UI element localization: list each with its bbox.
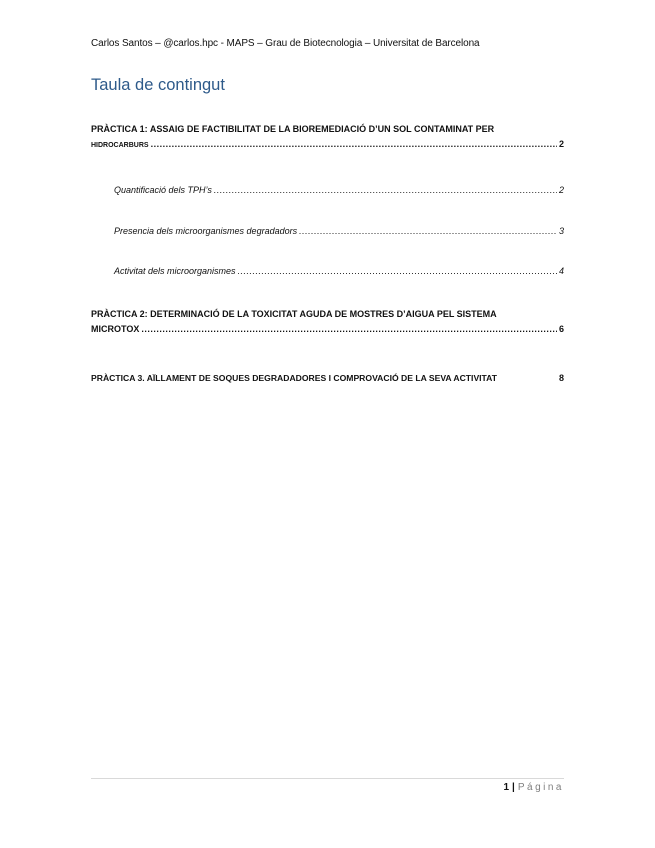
footer-page-word: Página — [517, 782, 564, 793]
footer-separator: | — [512, 782, 515, 793]
dot-leader — [299, 226, 557, 236]
dot-leader — [151, 137, 557, 152]
toc-page-number: 8 — [558, 373, 564, 383]
toc-page-number: 4 — [558, 266, 564, 276]
page-header — [91, 38, 571, 49]
toc-subentry-quantificacio[interactable] — [114, 185, 564, 195]
toc-subentry-line — [114, 226, 564, 236]
toc-subentry-activitat[interactable] — [114, 266, 564, 276]
dot-leader — [141, 322, 557, 337]
toc-entry-title: PRÀCTICA 3. AÏLLAMENT DE SOQUES DEGRADADORES I COMPROVACIÓ DE LA SEVA ACTIVITAT — [91, 373, 497, 383]
toc-entry-title-cont: MICROTOX — [91, 324, 140, 334]
toc-title: Taula de contingut — [91, 76, 225, 94]
toc-entry-title-cont: HIDROCARBURS — [91, 142, 149, 149]
toc-entry-practica-1[interactable] — [91, 122, 564, 153]
dot-leader — [214, 185, 557, 195]
toc-entry-line1 — [91, 371, 564, 386]
toc-entry-line1 — [91, 122, 564, 137]
footer-page-number: 1 — [503, 782, 510, 793]
toc-subentry-title: Presencia dels microorganismes degradadors — [114, 226, 298, 236]
toc-subentry-title: Quantificació dels TPH’s — [114, 185, 212, 195]
toc-page-number: 3 — [558, 226, 564, 236]
page-footer — [503, 782, 564, 793]
toc-entry-title: PRÀCTICA 2: DETERMINACIÓ DE LA TOXICITAT AGUDA DE MOSTRES D’AIGUA PEL SISTEMA — [91, 309, 497, 319]
toc-entry-practica-2[interactable] — [91, 307, 564, 337]
dot-leader — [238, 266, 557, 276]
toc-subentry-line — [114, 266, 564, 276]
toc-entry-line1 — [91, 307, 564, 322]
toc-entry-practica-3[interactable] — [91, 371, 564, 386]
toc-page-number: 6 — [558, 324, 564, 334]
toc-subentry-presencia[interactable] — [114, 226, 564, 236]
toc-page-number: 2 — [558, 185, 564, 195]
toc-subentry-line — [114, 185, 564, 195]
toc-subentry-title: Activitat dels microorganismes — [114, 266, 236, 276]
toc-entry-line2 — [91, 322, 564, 337]
toc-entry-line2 — [91, 137, 564, 153]
header-text: Carlos Santos – @carlos.hpc - MAPS – Grau de Biotecnologia – Universitat de Barcelona — [91, 38, 480, 49]
toc-entry-title: PRÀCTICA 1: ASSAIG DE FACTIBILITAT DE LA BIOREMEDIACIÓ D’UN SOL CONTAMINAT PER — [91, 124, 495, 134]
footer-divider — [91, 778, 564, 779]
toc-page-number: 2 — [558, 139, 564, 149]
